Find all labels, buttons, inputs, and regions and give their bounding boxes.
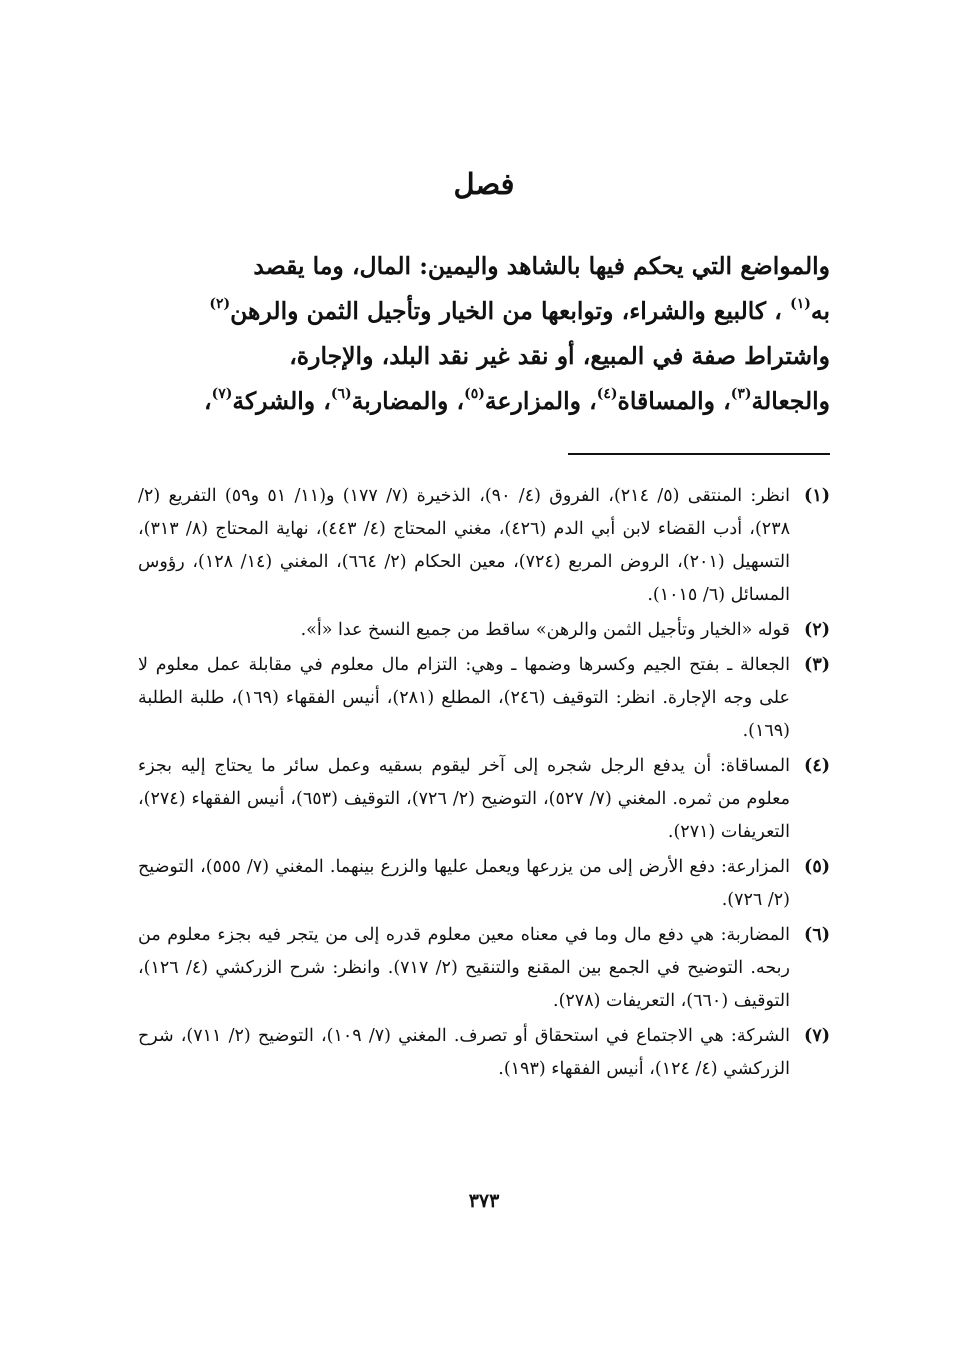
text-run: واشتراط صفة في المبيع، أو نقد غير نقد البلد، والإجارة، [289, 342, 830, 370]
footnote-text: المزارعة: دفع الأرض إلى من يزرعها ويعمل عليها والزرع بينهما. المغني (٧/ ٥٥٥)، التوضيح (٢/ ٧٢٦). [138, 857, 790, 910]
footnote-ref[interactable]: (٢) [209, 296, 231, 312]
text-run: والجعالة [751, 387, 830, 415]
text-line [138, 289, 830, 334]
text-run: ، والمزارعة [484, 387, 597, 415]
footnotes [138, 480, 830, 1088]
footnote-ref[interactable]: (٦) [330, 386, 352, 402]
footnote-ref[interactable]: (١) [790, 296, 811, 312]
footnote-number: (٤) [804, 756, 830, 776]
text-run: ، [203, 387, 212, 415]
text-run: ، والمساقاة [617, 387, 731, 415]
footnote-ref[interactable]: (٥) [464, 386, 485, 402]
footnote-separator [568, 453, 830, 455]
footnote-item [138, 480, 830, 612]
footnote-text: قوله «الخيار وتأجيل الثمن والرهن» ساقط من جميع النسخ عدا «أ». [300, 620, 790, 640]
footnote-number: (٦) [804, 925, 830, 945]
footnote-text: انظر: المنتقى (٥/ ٢١٤)، الفروق (٤/ ٩٠)، الذخيرة (٧/ ١٧٧) و(١١/ ٥١ و٥٩) التفريع (٢/ ٢٣٨)، أدب القضاء لابن أبي الدم (٤٢٦)، مغني المحتاج (٤/ ٤٤٣)، نهاية المحتاج (٨/ ٣١٣)، التسهيل (٢٠١)، الروض المربع (٧٢٤)، معين الحكام (٢/ ٦٦٤)، المغني (١٤/ ١٢٨)، رؤوس المسائل (٦/ ١٠١٥). [138, 486, 791, 605]
text-run: ، كالبيع والشراء، وتوابعها من الخيار وتأجيل الثمن والرهن [230, 297, 791, 325]
footnote-number: (١) [804, 486, 830, 506]
footnote-text: المساقاة: أن يدفع الرجل شجره إلى آخر ليقوم بسقيه وعمل سائر ما يحتاج إليه بجزء معلوم من ثمره. المغني (٧/ ٥٢٧)، التوضيح (٢/ ٧٢٦)، التوقيف (٦٥٣)، أنيس الفقهاء (٢٧٤)، التعريفات (٢٧١). [138, 756, 790, 842]
text-run: والمواضع التي يحكم فيها بالشاهد واليمين: المال، وما يقصد [253, 252, 830, 280]
footnote-text: الشركة: هي الاجتماع في استحقاق أو تصرف. المغني (٧/ ١٠٩)، التوضيح (٢/ ٧١١)، شرح الزركشي (٤/ ١٢٤)، أنيس الفقهاء (١٩٣). [138, 1026, 791, 1079]
main-text [138, 244, 830, 424]
footnote-item [138, 1020, 830, 1086]
footnote-ref[interactable]: (٤) [596, 386, 618, 402]
footnote-number: (٧) [804, 1026, 830, 1046]
text-run: ، والشركة [232, 387, 331, 415]
text-run: ، والمضاربة [351, 387, 465, 415]
footnote-number: (٢) [804, 620, 830, 640]
text-line [138, 244, 830, 289]
footnote-text: الجعالة ـ بفتح الجيم وكسرها وضمها ـ وهي: التزام مال معلوم في مقابلة عمل معلوم لا على وجه الإجارة. انظر: التوقيف (٢٤٦)، المطلع (٢٨١)، أنيس الفقهاء (١٦٩)، طلبة الطلبة (١٦٩). [138, 655, 790, 741]
page [138, 0, 830, 1360]
footnote-item [138, 614, 830, 647]
footnote-ref[interactable]: (٣) [730, 386, 752, 402]
footnote-text: المضاربة: هي دفع مال وما في معناه معين معلوم قدره إلى من يتجر فيه بجزء معلوم من ربحه. التوضيح في الجمع بين المقنع والتنقيح (٢/ ٧١٧). وانظر: شرح الزركشي (٤/ ١٢٦)، التوقيف (٦٦٠)، التعريفات (٢٧٨). [138, 925, 790, 1011]
footnote-ref[interactable]: (٧) [211, 386, 233, 402]
section-heading: فصل [453, 167, 515, 201]
footnote-number: (٣) [804, 655, 830, 675]
footnote-item [138, 851, 830, 917]
page-number: ٣٧٣ [468, 1190, 500, 1212]
footnote-number: (٥) [804, 857, 830, 877]
footnote-item [138, 750, 830, 849]
footnote-item [138, 919, 830, 1018]
text-line [138, 334, 830, 379]
text-run: به [810, 297, 830, 325]
footnote-item [138, 649, 830, 748]
text-line [138, 379, 830, 424]
